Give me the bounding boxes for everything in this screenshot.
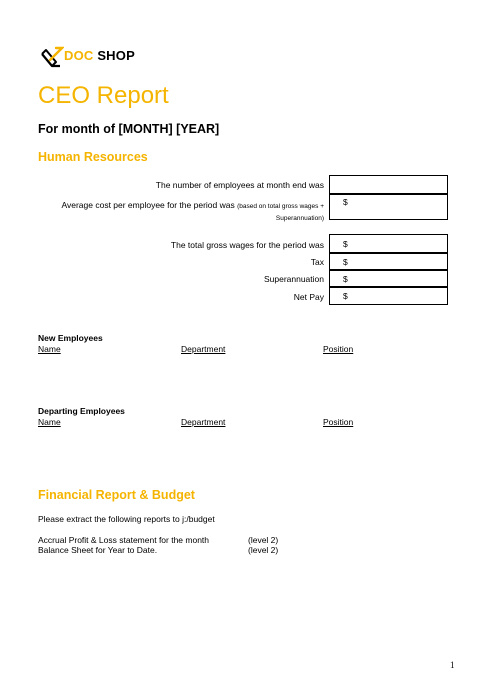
wages-label: The total gross wages for the period was xyxy=(170,240,324,250)
avg-cost-label-text: Average cost per employee for the period was xyxy=(61,200,235,210)
logo-doc-text: DOC xyxy=(64,48,94,63)
departing-employees-col-position: Position xyxy=(323,417,354,427)
new-employees-col-name: Name xyxy=(38,344,61,354)
page-number: 1 xyxy=(450,660,455,670)
employees-value[interactable] xyxy=(330,176,447,194)
financial-instruction: Please extract the following reports to j:/budget xyxy=(38,514,215,524)
departing-employees-heading: Departing Employees xyxy=(38,406,125,416)
financial-section-title: Financial Report & Budget xyxy=(38,488,195,502)
departing-employees-col-department: Department xyxy=(181,417,226,427)
netpay-label: Net Pay xyxy=(293,292,324,302)
report-title: CEO Report xyxy=(38,82,169,109)
report-item-name: Balance Sheet for Year to Date. xyxy=(38,545,158,555)
avg-cost-label xyxy=(61,200,324,224)
hr-section-title: Human Resources xyxy=(38,150,148,164)
document-pen-icon xyxy=(38,44,64,70)
tax-value[interactable]: $ xyxy=(330,253,447,270)
report-item-level: (level 2) xyxy=(248,535,279,545)
new-employees-col-department: Department xyxy=(181,344,226,354)
avg-cost-note-2: Superannuation) xyxy=(275,215,324,222)
tax-label: Tax xyxy=(310,257,324,267)
super-label: Superannuation xyxy=(263,274,324,284)
report-item-name: Accrual Profit & Loss statement for the month xyxy=(38,535,210,545)
hr-summary-box xyxy=(329,175,448,220)
super-value[interactable]: $ xyxy=(330,270,447,287)
employees-label: The number of employees at month end was xyxy=(155,180,324,190)
avg-cost-value[interactable]: $ xyxy=(330,194,447,219)
logo-wordmark xyxy=(64,48,135,63)
netpay-value[interactable]: $ xyxy=(330,287,447,304)
departing-employees-col-name: Name xyxy=(38,417,61,427)
doc-shop-logo xyxy=(38,44,148,70)
new-employees-col-position: Position xyxy=(323,344,354,354)
wages-value[interactable]: $ xyxy=(330,235,447,253)
wages-box xyxy=(329,234,448,305)
new-employees-heading: New Employees xyxy=(38,333,103,343)
report-item-level: (level 2) xyxy=(248,545,279,555)
logo-shop-text: SHOP xyxy=(97,48,135,63)
avg-cost-note: (based on total gross wages + xyxy=(237,203,324,210)
report-period: For month of [MONTH] [YEAR] xyxy=(38,122,220,136)
